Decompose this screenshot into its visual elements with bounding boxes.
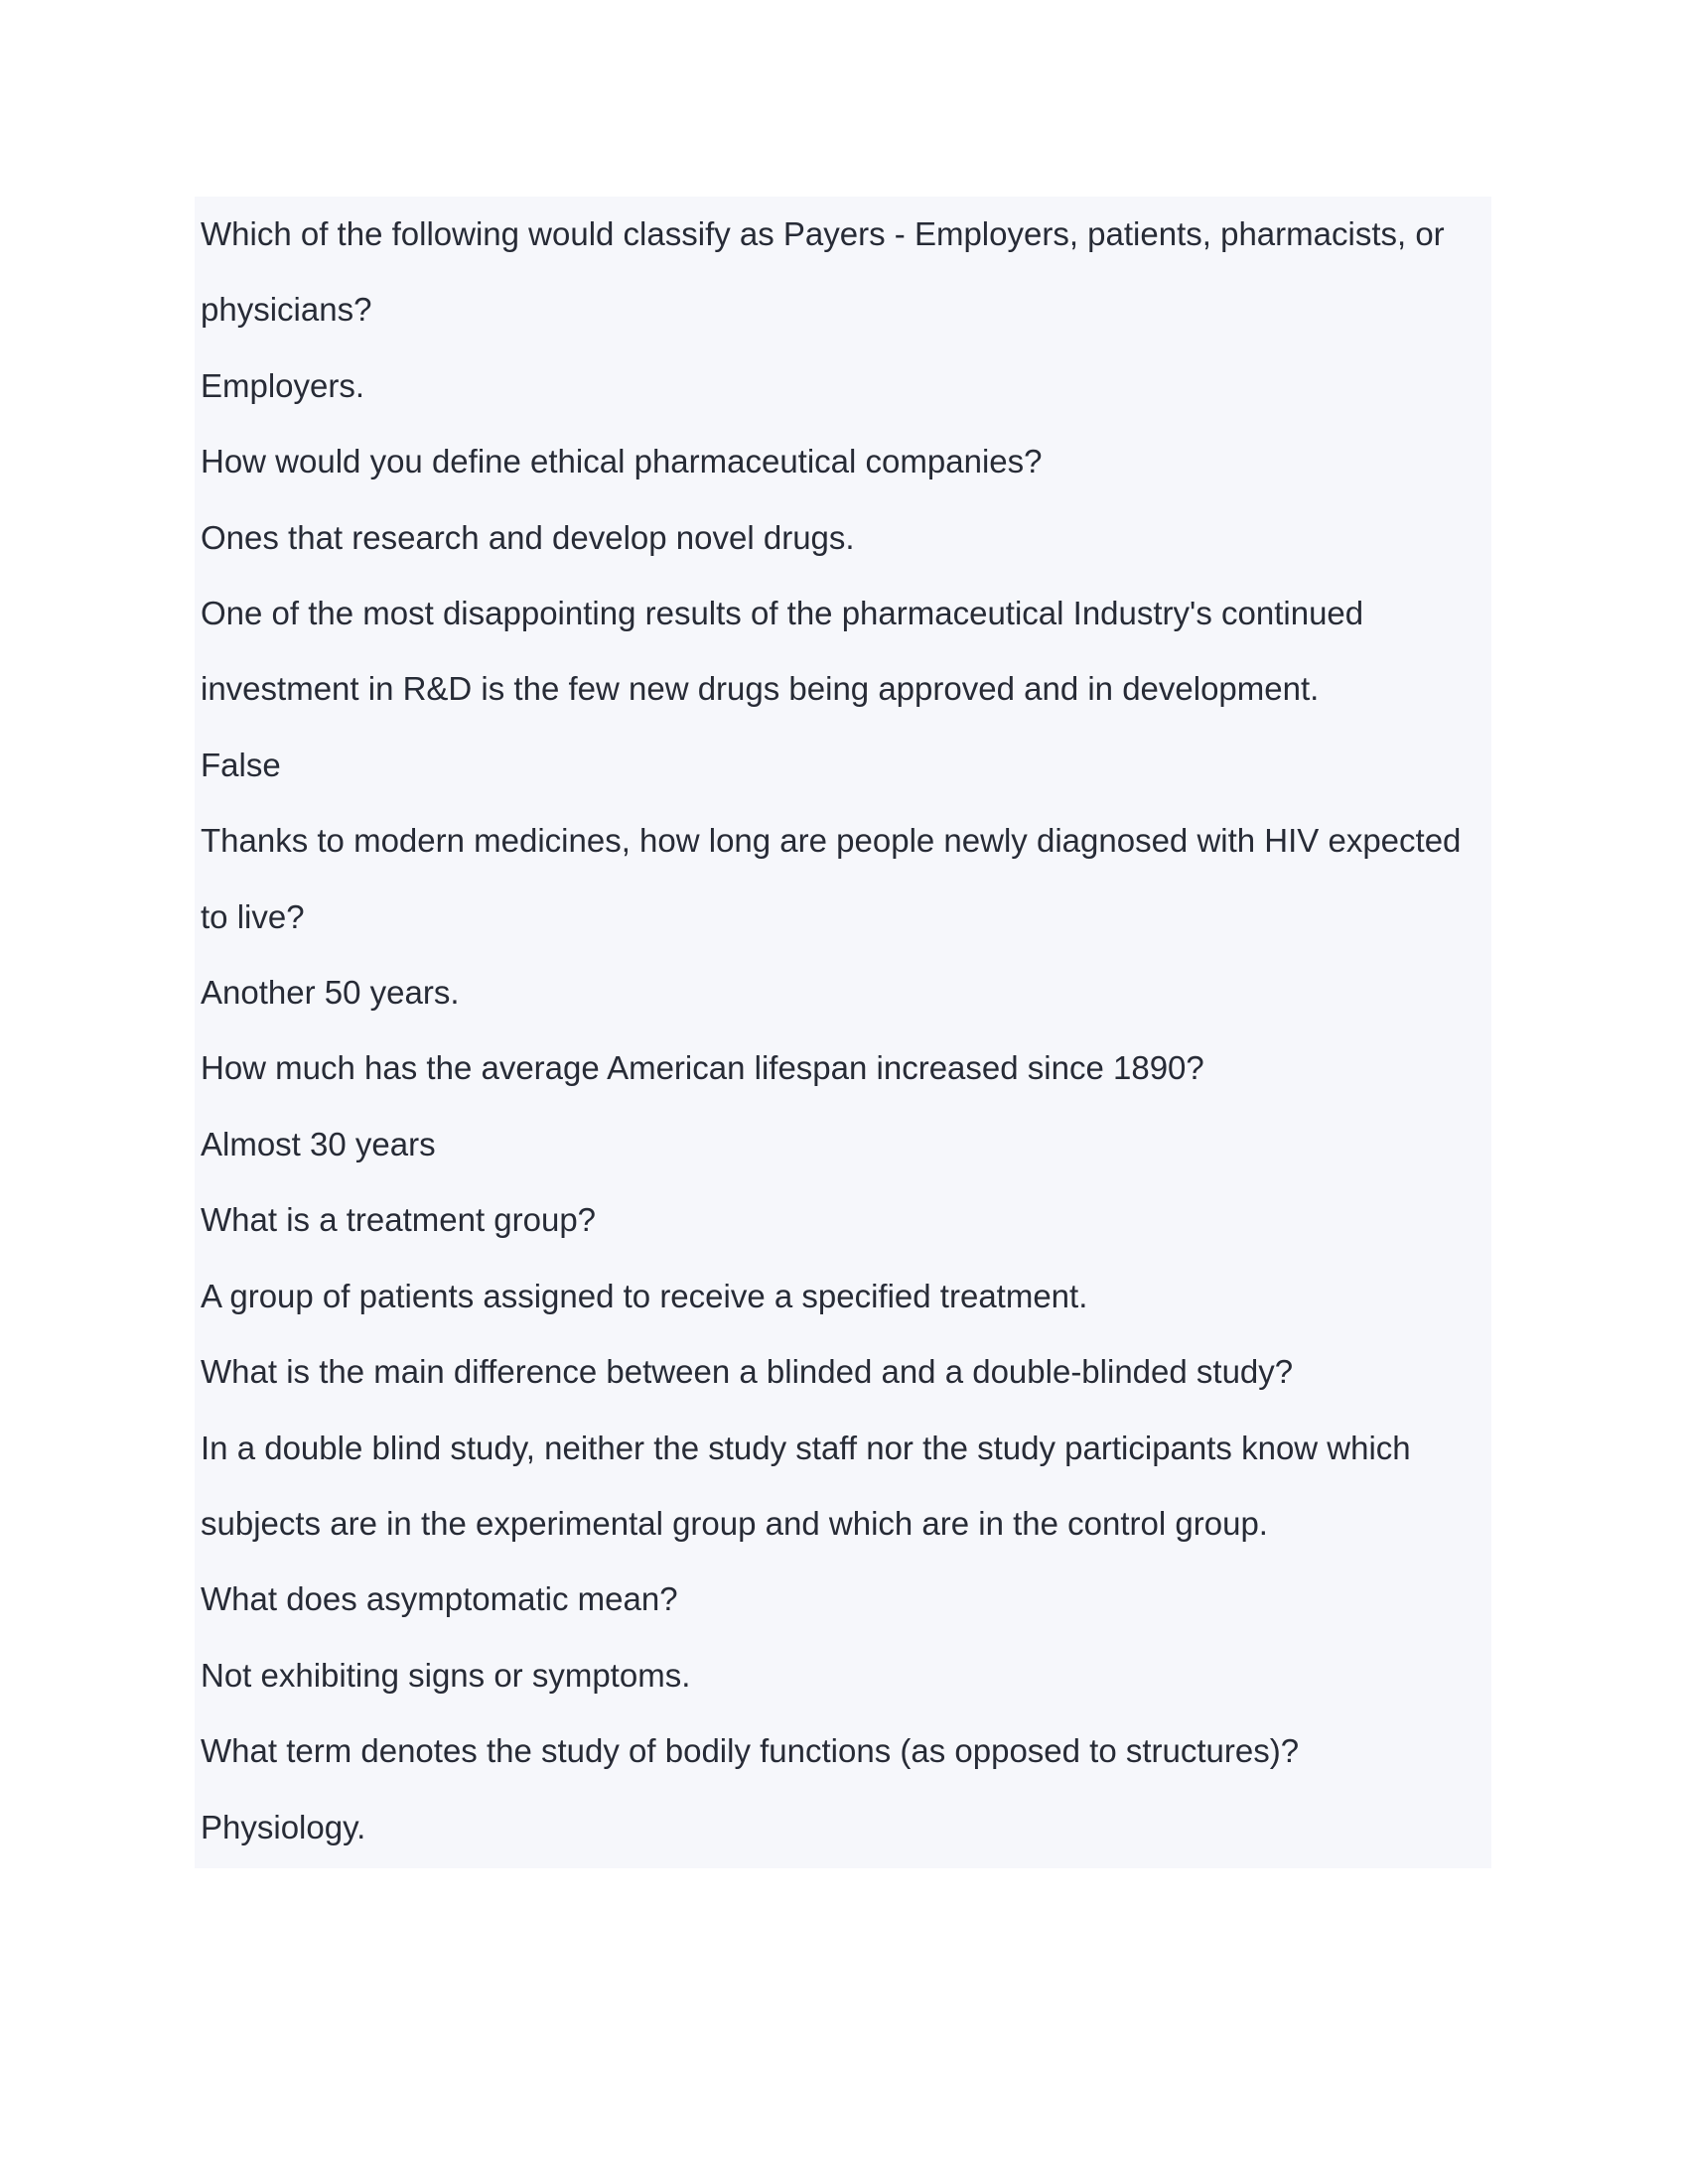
question-text: How would you define ethical pharmaceutical companies? bbox=[201, 443, 1043, 480]
question-text: What term denotes the study of bodily functions (as opposed to structures)? bbox=[201, 1732, 1300, 1770]
question-text: One of the most disappointing results of the pharmaceutical Industry's continued bbox=[201, 595, 1364, 632]
question-text: to live? bbox=[201, 897, 305, 935]
question-text: physicians? bbox=[201, 291, 372, 329]
answer-text: Ones that research and develop novel drugs. bbox=[201, 518, 855, 556]
question-text: What does asymptomatic mean? bbox=[201, 1580, 678, 1618]
answer-text: Not exhibiting signs or symptoms. bbox=[201, 1656, 691, 1694]
answer-text: Employers. bbox=[201, 366, 365, 404]
answer-text: Almost 30 years bbox=[201, 1125, 436, 1162]
answer-text: Another 50 years. bbox=[201, 974, 460, 1012]
question-text: Thanks to modern medicines, how long are people newly diagnosed with HIV expected bbox=[201, 822, 1462, 860]
question-text: Which of the following would classify as Payers - Employers, patients, pharmacists, or bbox=[201, 215, 1445, 252]
qa-content-block bbox=[195, 197, 1491, 1868]
question-text: What is a treatment group? bbox=[201, 1201, 597, 1239]
answer-text: False bbox=[201, 746, 281, 783]
question-text: investment in R&D is the few new drugs being approved and in development. bbox=[201, 670, 1320, 708]
answer-text: Physiology. bbox=[201, 1808, 366, 1845]
answer-text: subjects are in the experimental group and which are in the control group. bbox=[201, 1504, 1268, 1542]
answer-text: A group of patients assigned to receive a specified treatment. bbox=[201, 1277, 1088, 1314]
question-text: What is the main difference between a blinded and a double-blinded study? bbox=[201, 1353, 1294, 1391]
question-text: How much has the average American lifespan increased since 1890? bbox=[201, 1049, 1204, 1087]
answer-text: In a double blind study, neither the study staff nor the study participants know which bbox=[201, 1429, 1411, 1466]
